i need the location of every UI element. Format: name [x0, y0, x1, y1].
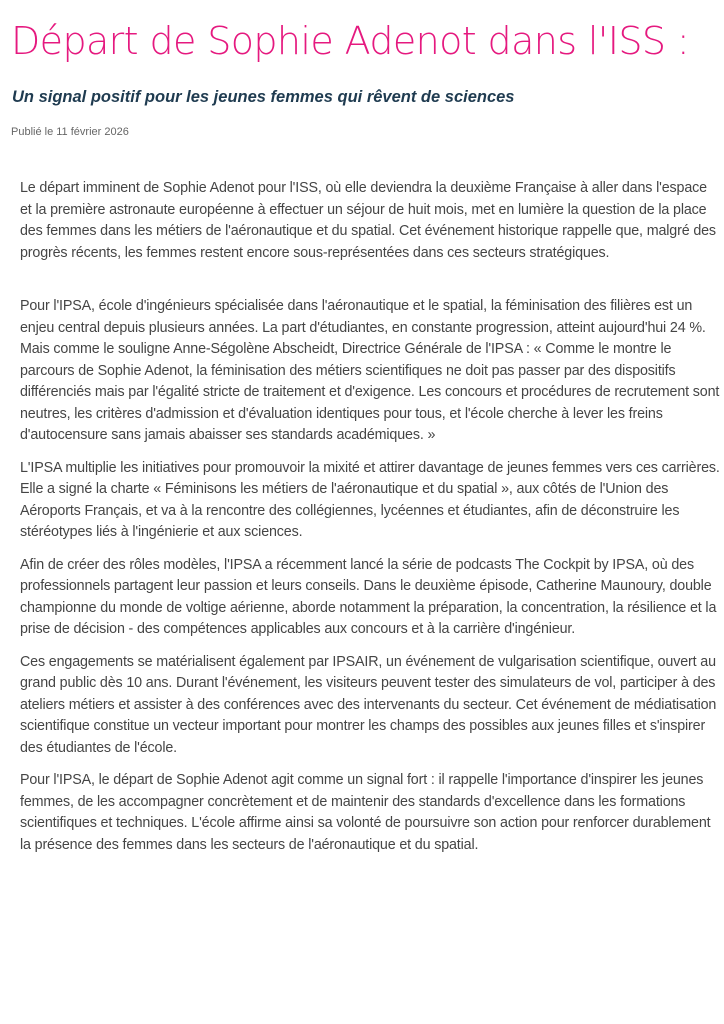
article-subtitle: Un signal positif pour les jeunes femmes qui rêvent de sciences [12, 88, 515, 106]
article-title: Départ de Sophie Adenot dans l'ISS : [11, 19, 690, 63]
publication-date: Publié le 11 février 2026 [11, 126, 129, 138]
paragraph-intro: Le départ imminent de Sophie Adenot pour l'ISS, où elle deviendra la deuxième Française à aller dans l'espace et la première astronaute européenne à effectuer un séjour de huit mois, met en lumière la question de la place des femmes dans les métiers de l'aéronautique et du spatial. Cet événement historique rappelle que, malgré des progrès récents, les femmes restent encore sous-représentées dans ces secteurs stratégiques. [20, 180, 716, 261]
paragraph-ipsair: Ces engagements se matérialisent également par IPSAIR, un événement de vulgarisation scientifique, ouvert au grand public dès 10 ans. Durant l'événement, les visiteurs peuvent tester des simulateurs de vol, participer à des ateliers métiers et assister à des conférences avec des intervenants du secteur. Cet événement de médiatisation scientifique constitue un vecteur important pour montrer les champs des possibles aux jeunes filles et s'inspirer des étudiantes de l'école. [20, 653, 717, 756]
paragraph-initiatives: L'IPSA multiplie les initiatives pour promouvoir la mixité et attirer davantage de jeunes femmes vers ces carrières. Elle a signé la charte « Féminisons les métiers de l'aéronautique et du spatial », aux côtés de l'Union des Aéroports Français, et va à la rencontre des collégiennes, lycéennes et étudiantes, afin de déconstruire les stéréotypes liés à l'ingénierie et aux sciences. [20, 459, 720, 540]
paragraph-ipsa-feminisation: Pour l'IPSA, école d'ingénieurs spécialisée dans l'aéronautique et le spatial, la féminisation des filières est un enjeu central depuis plusieurs années. La part d'étudiantes, en constante progression, atteint aujourd'hui 24 %. [20, 298, 706, 336]
paragraph-podcasts: Afin de créer des rôles modèles, l'IPSA a récemment lancé la série de podcasts The Cockpit by IPSA, où des professionnels partagent leur passion et leurs conseils. Dans le deuxième épisode, Catherine Maunoury, double championne du monde de voltige aérienne, aborde notamment la préparation, la concentration, la résilience et la prise de décision - des compétences applicables aux concours et à la carrière d'ingénieur. [20, 556, 717, 637]
paragraph-director-quote: Mais comme le souligne Anne-Ségolène Abscheidt, Directrice Générale de l'IPSA : « Comme le montre le parcours de Sophie Adenot, la féminisation des métiers scientifiques ne doit pas passer par des dispositifs différenciés mais par l'égalité stricte de traitement et d'exigence. Les concours et procédures de recrutement sont neutres, les critères d'admission et d'évaluation identiques pour tous, et l'école cherche à lever les freins d'autocensure sans jamais abaisser ses standards académiques. » [20, 341, 720, 443]
paragraph-conclusion: Pour l'IPSA, le départ de Sophie Adenot agit comme un signal fort : il rappelle l'importance d'inspirer les jeunes femmes, de les accompagner concrètement et de maintenir des standards d'excellence dans les formations scientifiques et techniques. L'école affirme ainsi sa volonté de poursuivre son action pour renforcer durablement la présence des femmes dans les secteurs de l'aéronautique et du spatial. [20, 772, 711, 853]
article-body [20, 178, 720, 867]
